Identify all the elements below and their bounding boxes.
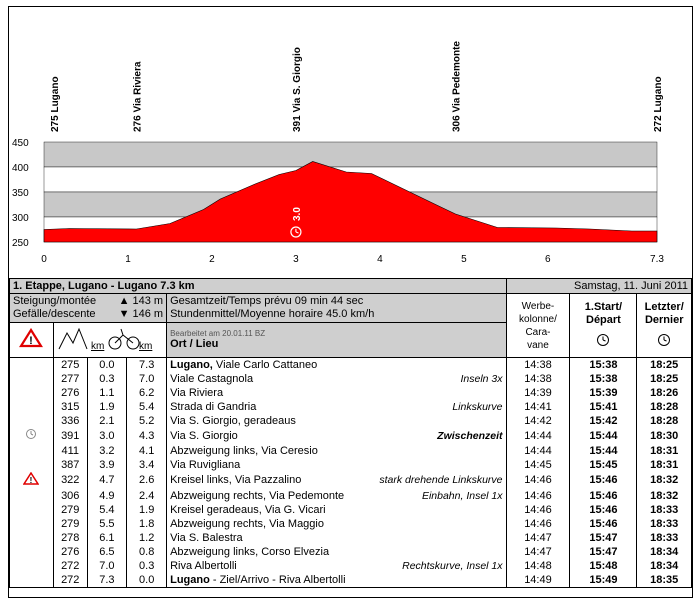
climb-value: ▲ 143 m (118, 295, 164, 307)
row-icon-cell (10, 517, 54, 531)
route-row (10, 489, 692, 503)
altitude-cell: 272 (53, 559, 87, 573)
route-note: Linkskurve (452, 400, 503, 413)
place-cell: Abzweigung links, Corso Elvezia (167, 545, 506, 559)
place-cell: Via Riviera (167, 386, 506, 400)
start-time-cell: 15:46 (570, 472, 637, 489)
start-time-cell: 15:42 (570, 414, 637, 428)
last-time-cell: 18:28 (637, 400, 692, 414)
descent-value: ▼ 146 m (118, 308, 164, 320)
svg-text:!: ! (30, 476, 33, 485)
clock-icon (640, 333, 688, 351)
caravan-time-cell: 14:45 (506, 458, 570, 472)
clock-icon (25, 428, 37, 440)
y-tick-label: 250 (12, 238, 29, 249)
km-done-cell: 3.9 (87, 458, 127, 472)
altitude-cell: 277 (53, 372, 87, 386)
row-icon-cell (10, 559, 54, 573)
route-note: Inseln 3x (460, 372, 503, 385)
y-tick-label: 350 (12, 188, 29, 199)
km-remaining-cell: 2.4 (127, 489, 167, 503)
caravan-time-cell: 14:42 (506, 414, 570, 428)
km-done-cell: 2.1 (87, 414, 127, 428)
caravan-time-cell: 14:44 (506, 428, 570, 444)
total-time: Gesamtzeit/Temps prévu 09 min 44 sec (170, 295, 364, 307)
route-table (9, 278, 692, 588)
route-row (10, 472, 692, 489)
start-time-cell: 15:46 (570, 517, 637, 531)
x-tick-label: 2 (209, 254, 215, 265)
place-cell: Via S. Balestra (167, 531, 506, 545)
route-row (10, 573, 692, 588)
waypoint-label: 272 Lugano (653, 76, 664, 132)
place-cell: Via Ruvigliana (167, 458, 506, 472)
km-remaining-cell: 7.3 (127, 358, 167, 373)
altitude-cell: 306 (53, 489, 87, 503)
edited-note: Bearbeitet am 20.01.11 BZ (170, 329, 266, 338)
last-time-cell: 18:31 (637, 444, 692, 458)
route-row (10, 559, 692, 573)
km-done-cell: 0.0 (87, 358, 127, 373)
km-done-cell: 3.0 (87, 428, 127, 444)
waypoint-label: 276 Via Riviera (132, 61, 144, 132)
col-last-header: Letzter/ Dernier (637, 294, 692, 358)
km-remaining-cell: 2.6 (127, 472, 167, 489)
col-start-header: 1.Start/ Départ (570, 294, 637, 358)
place-cell: Kreisel links, Via Pazzalino stark drehende Linkskurve (167, 472, 506, 489)
route-row (10, 444, 692, 458)
last-time-cell: 18:33 (637, 503, 692, 517)
elevation-profile (9, 7, 692, 277)
row-icon-cell (10, 372, 54, 386)
km-done-cell: 1.9 (87, 400, 127, 414)
caravan-time-cell: 14:38 (506, 358, 570, 373)
stage-date: Samstag, 11. Juni 2011 (506, 279, 691, 294)
last-time-cell: 18:33 (637, 517, 692, 531)
route-row (10, 414, 692, 428)
route-row (10, 400, 692, 414)
route-note: stark drehende Linkskurve (379, 474, 503, 486)
start-time-cell: 15:41 (570, 400, 637, 414)
altitude-cell: 279 (53, 503, 87, 517)
svg-text:km: km (90, 341, 105, 352)
start-time-cell: 15:47 (570, 531, 637, 545)
last-time-cell: 18:26 (637, 386, 692, 400)
start-time-cell: 15:38 (570, 372, 637, 386)
caravan-time-cell: 14:41 (506, 400, 570, 414)
caravan-time-cell: 14:39 (506, 386, 570, 400)
altitude-cell: 272 (53, 573, 87, 588)
km-remaining-cell: 5.4 (127, 400, 167, 414)
route-note: Einbahn, Insel 1x (421, 489, 503, 502)
row-icon-cell (10, 358, 54, 373)
start-time-cell: 15:38 (570, 358, 637, 373)
last-time-cell: 18:35 (637, 573, 692, 588)
last-time-cell: 18:33 (637, 531, 692, 545)
title-row (10, 279, 692, 294)
caravan-time-cell: 14:47 (506, 545, 570, 559)
route-row (10, 503, 692, 517)
start-time-cell: 15:46 (570, 503, 637, 517)
start-time-cell: 15:45 (570, 458, 637, 472)
km-remaining-cell: 0.0 (127, 573, 167, 588)
km-remaining-cell: 1.9 (127, 503, 167, 517)
km-done-cell: 3.2 (87, 444, 127, 458)
route-row (10, 372, 692, 386)
row-icon-cell (10, 414, 54, 428)
place-header: Ort / Lieu (170, 338, 219, 350)
place-cell: Lugano - Ziel/Arrivo - Riva Albertolli (167, 573, 506, 588)
place-cell: Lugano, Viale Carlo Cattaneo (167, 358, 506, 373)
altitude-cell: 278 (53, 531, 87, 545)
y-tick-label: 400 (12, 163, 29, 174)
row-icon-cell (10, 489, 54, 503)
place-cell: Riva Albertolli Rechtskurve, Insel 1x (167, 559, 506, 573)
km-remaining-cell: 0.8 (127, 545, 167, 559)
x-tick-label: 6 (545, 254, 551, 265)
stats-row (10, 294, 692, 323)
last-time-cell: 18:25 (637, 358, 692, 373)
x-tick-label: 5 (461, 254, 467, 265)
km-remaining-cell: 5.2 (127, 414, 167, 428)
km-done-cell: 0.3 (87, 372, 127, 386)
svg-text:km: km (138, 341, 153, 352)
km-done-cell: 5.4 (87, 503, 127, 517)
last-time-cell: 18:30 (637, 428, 692, 444)
km-remaining-cell: 4.1 (127, 444, 167, 458)
caravan-time-cell: 14:48 (506, 559, 570, 573)
km-done-cell: 4.9 (87, 489, 127, 503)
col-caravan-header: Werbe- kolonne/ Cara- vane (506, 294, 570, 358)
warning-icon-header (10, 323, 54, 358)
profile-symbol (53, 323, 166, 358)
row-icon-cell (10, 444, 54, 458)
km-done-cell: 5.5 (87, 517, 127, 531)
caravan-time-cell: 14:46 (506, 503, 570, 517)
place-cell: Via S. Giorgio Zwischenzeit (167, 428, 506, 444)
caravan-time-cell: 14:49 (506, 573, 570, 588)
terrain-bike-icon (57, 323, 157, 353)
warning-icon (23, 472, 39, 485)
caravan-time-cell: 14:46 (506, 517, 570, 531)
place-cell: Via S. Giorgio, geradeaus (167, 414, 506, 428)
caravan-time-cell: 14:38 (506, 372, 570, 386)
clock-icon (573, 333, 633, 351)
km-remaining-cell: 1.2 (127, 531, 167, 545)
last-time-cell: 18:34 (637, 545, 692, 559)
altitude-cell: 322 (53, 472, 87, 489)
altitude-cell: 276 (53, 545, 87, 559)
row-icon-cell (10, 428, 54, 444)
place-cell: Kreisel geradeaus, Via G. Vicari (167, 503, 506, 517)
route-row (10, 386, 692, 400)
route-row (10, 545, 692, 559)
descent-label: Gefälle/descente (13, 308, 96, 320)
route-note: Zwischenzeit (437, 429, 503, 442)
y-tick-label: 450 (12, 138, 29, 149)
climb-label: Steigung/montée (13, 295, 97, 307)
altitude-cell: 411 (53, 444, 87, 458)
km-remaining-cell: 0.3 (127, 559, 167, 573)
altitude-cell: 276 (53, 386, 87, 400)
x-tick-label: 0 (41, 254, 47, 265)
last-time-cell: 18:28 (637, 414, 692, 428)
waypoint-label: 275 Lugano (50, 76, 61, 132)
km-remaining-cell: 4.3 (127, 428, 167, 444)
km-done-cell: 6.1 (87, 531, 127, 545)
last-time-cell: 18:31 (637, 458, 692, 472)
start-time-cell: 15:47 (570, 545, 637, 559)
svg-text:!: ! (29, 335, 34, 347)
stage-sheet (8, 6, 693, 598)
start-time-cell: 15:46 (570, 489, 637, 503)
row-icon-cell (10, 545, 54, 559)
route-note: Rechtskurve, Insel 1x (402, 559, 503, 572)
km-done-cell: 1.1 (87, 386, 127, 400)
x-tick-label: 1 (125, 254, 131, 265)
altitude-cell: 391 (53, 428, 87, 444)
km-done-cell: 6.5 (87, 545, 127, 559)
km-remaining-cell: 6.2 (127, 386, 167, 400)
km-done-cell: 4.7 (87, 472, 127, 489)
place-cell: Strada di Gandria Linkskurve (167, 400, 506, 414)
row-icon-cell (10, 503, 54, 517)
row-icon-cell (10, 386, 54, 400)
start-time-cell: 15:48 (570, 559, 637, 573)
start-time-cell: 15:49 (570, 573, 637, 588)
km-done-cell: 7.0 (87, 559, 127, 573)
caravan-time-cell: 14:47 (506, 531, 570, 545)
x-tick-label: 7.3 (650, 254, 664, 265)
row-icon-cell (10, 400, 54, 414)
place-cell: Abzweigung rechts, Via Maggio (167, 517, 506, 531)
row-icon-cell (10, 472, 54, 489)
route-row (10, 531, 692, 545)
caravan-time-cell: 14:44 (506, 444, 570, 458)
altitude-cell: 336 (53, 414, 87, 428)
start-time-cell: 15:39 (570, 386, 637, 400)
last-time-cell: 18:25 (637, 372, 692, 386)
warning-icon (19, 328, 43, 348)
x-tick-label: 4 (377, 254, 383, 265)
km-done-cell: 7.3 (87, 573, 127, 588)
route-row (10, 428, 692, 444)
route-row (10, 358, 692, 373)
km-remaining-cell: 3.4 (127, 458, 167, 472)
altitude-cell: 315 (53, 400, 87, 414)
average-speed: Stundenmittel/Moyenne horaire 45.0 km/h (170, 308, 375, 320)
km-remaining-cell: 1.8 (127, 517, 167, 531)
grid-band (44, 142, 657, 167)
place-cell: Abzweigung links, Via Ceresio (167, 444, 506, 458)
last-time-cell: 18:32 (637, 489, 692, 503)
row-icon-cell (10, 531, 54, 545)
waypoint-label: 391 Via S. Giorgio (291, 47, 303, 132)
row-icon-cell (10, 573, 54, 588)
altitude-cell: 279 (53, 517, 87, 531)
caravan-time-cell: 14:46 (506, 472, 570, 489)
place-cell: Viale Castagnola Inseln 3x (167, 372, 506, 386)
altitude-cell: 275 (53, 358, 87, 373)
last-time-cell: 18:34 (637, 559, 692, 573)
km-remaining-cell: 7.0 (127, 372, 167, 386)
x-tick-label: 3 (293, 254, 299, 265)
checkpoint-marker-label: 3.0 (291, 207, 303, 221)
last-time-cell: 18:32 (637, 472, 692, 489)
route-row (10, 458, 692, 472)
place-cell: Abzweigung rechts, Via Pedemonte Einbahn, Insel 1x (167, 489, 506, 503)
y-tick-label: 300 (12, 213, 29, 224)
route-row (10, 517, 692, 531)
row-icon-cell (10, 458, 54, 472)
waypoint-label: 306 Via Pedemonte (451, 41, 463, 132)
altitude-cell: 387 (53, 458, 87, 472)
start-time-cell: 15:44 (570, 444, 637, 458)
stage-title: 1. Etappe, Lugano - Lugano 7.3 km (10, 279, 507, 294)
start-time-cell: 15:44 (570, 428, 637, 444)
caravan-time-cell: 14:46 (506, 489, 570, 503)
